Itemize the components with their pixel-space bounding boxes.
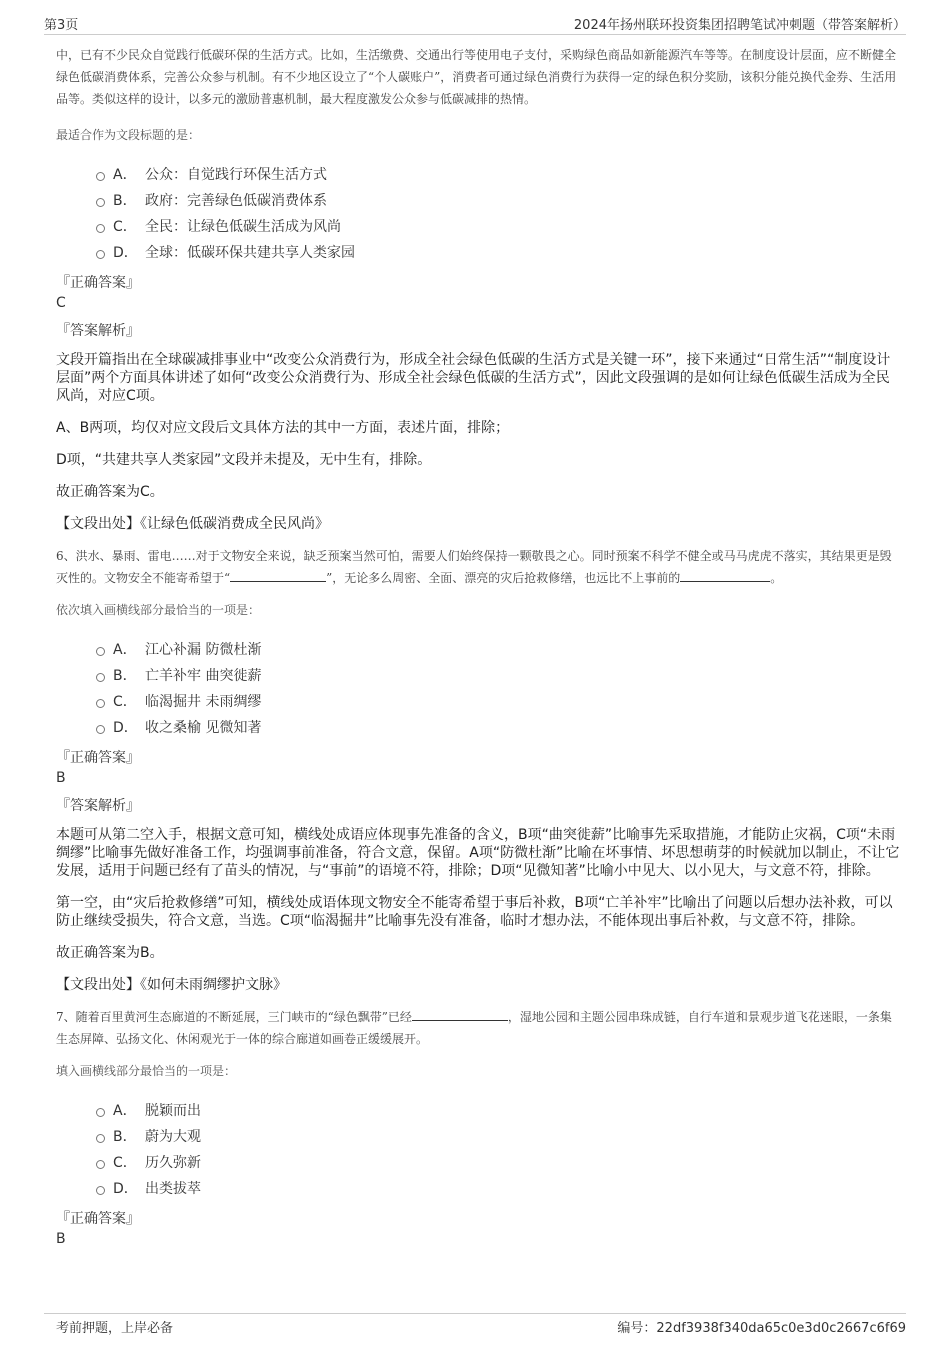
q6-analysis-2: 第一空，由“灾后抢救修缮”可知，横线处成语体现文物安全不能寄希望于事后补救，B项“亡羊补牢”比喻出了问题以后想办法补救，可以防止继续受损失，符合文意，当选。C项“临渴掘井”比喻事先没有准备，临时才想办法，不能体现出事后补救，与文意不符，排除。 bbox=[56, 895, 893, 929]
radio-icon[interactable] bbox=[96, 725, 105, 734]
q6-stem: 6、洪水、暴雨、雷电……对于文物安全来说，缺乏预案当然可怕，需要人们始终保持一颗敬畏之心。同时预案不科学不健全或马马虎虎不落实，其结果更是毁灭性的。文物安全不能寄希望于“ ”，无论多么周密、全面、漂亮的灾后抢救修缮，也远比不上事前的 。 bbox=[56, 549, 892, 585]
radio-icon[interactable] bbox=[96, 1186, 105, 1195]
q6-analysis-tag: 『答案解析』 bbox=[56, 798, 140, 814]
radio-icon[interactable] bbox=[96, 198, 105, 207]
radio-icon[interactable] bbox=[96, 1134, 105, 1143]
q7-option-c[interactable]: C． 历久弥新 bbox=[96, 1149, 902, 1175]
q6-blank-1 bbox=[230, 569, 326, 582]
q7-option-a[interactable]: A． 脱颖而出 bbox=[96, 1097, 902, 1123]
q7-answer: B bbox=[56, 1231, 66, 1247]
radio-icon[interactable] bbox=[96, 1108, 105, 1117]
document-title: 2024年扬州联环投资集团招聘笔试冲刺题（带答案解析） bbox=[573, 18, 906, 33]
radio-icon[interactable] bbox=[96, 699, 105, 708]
q5-option-c[interactable]: C． 全民：让绿色低碳生活成为风尚 bbox=[96, 213, 902, 239]
page-content bbox=[56, 44, 902, 1249]
q5-option-d[interactable]: D． 全球：低碳环保共建共享人类家园 bbox=[96, 239, 902, 265]
q5-option-b[interactable]: B． 政府：完善绿色低碳消费体系 bbox=[96, 187, 902, 213]
q6-option-a[interactable]: A． 江心补漏 防微杜渐 bbox=[96, 636, 902, 662]
q5-analysis-4: 故正确答案为C。 bbox=[56, 484, 164, 500]
q6-option-d[interactable]: D． 收之桑榆 见微知著 bbox=[96, 714, 902, 740]
page-footer bbox=[44, 1313, 906, 1336]
radio-icon[interactable] bbox=[96, 1160, 105, 1169]
footer-slogan: 考前押题，上岸必备 bbox=[56, 1321, 174, 1336]
q6-analysis-3: 故正确答案为B。 bbox=[56, 945, 164, 961]
q5-options bbox=[96, 161, 902, 265]
q5-analysis-3: D项，“共建共享人类家园”文段并未提及，无中生有，排除。 bbox=[56, 452, 432, 468]
q7-option-d[interactable]: D． 出类拔萃 bbox=[96, 1175, 902, 1201]
q7-stem: 7、随着百里黄河生态廊道的不断延展，三门峡市的“绿色飘带”已经 ，湿地公园和主题公园串珠成链，自行车道和景观步道飞花迷眼，一条集生态屏障、弘扬文化、休闲观光于一体的综合廊道如画卷正缓缓展开。 bbox=[56, 1010, 892, 1046]
q7-option-b[interactable]: B． 蔚为大观 bbox=[96, 1123, 902, 1149]
q5-analysis-1: 文段开篇指出在全球碳减排事业中“改变公众消费行为，形成全社会绿色低碳的生活方式是关键一环”，接下来通过“日常生活”“制度设计层面”两个方面具体讲述了如何“改变公众消费行为、形成全社会绿色低碳的生活方式”，因此文段强调的是如何让绿色低碳生活成为全民风尚，对应C项。 bbox=[56, 352, 891, 404]
q6-blank-2 bbox=[680, 569, 770, 582]
q6-source: 【文段出处】《如何未雨绸缪护文脉》 bbox=[56, 977, 287, 993]
q5-analysis-tag: 『答案解析』 bbox=[56, 323, 140, 339]
q5-passage: 中，已有不少民众自觉践行低碳环保的生活方式。比如，生活缴费、交通出行等使用电子支付，采购绿色商品如新能源汽车等等。在制度设计层面，应不断健全绿色低碳消费体系，完善公众参与机制。有不少地区设立了“个人碳账户”，消费者可通过绿色消费行为获得一定的绿色积分奖励，该积分能兑换代金券、生活用品等。类似这样的设计，以多元的激励普惠机制，最大程度激发公众参与低碳减排的热情。 bbox=[56, 48, 897, 106]
q5-prompt: 最适合作为文段标题的是： bbox=[56, 128, 201, 142]
q7-answer-tag: 『正确答案』 bbox=[56, 1211, 140, 1227]
q7-options bbox=[96, 1097, 902, 1201]
q7-blank-1 bbox=[412, 1008, 508, 1021]
radio-icon[interactable] bbox=[96, 224, 105, 233]
q6-option-b[interactable]: B． 亡羊补牢 曲突徙薪 bbox=[96, 662, 902, 688]
q6-prompt: 依次填入画横线部分最恰当的一项是： bbox=[56, 603, 261, 617]
radio-icon[interactable] bbox=[96, 673, 105, 682]
q5-answer-tag: 『正确答案』 bbox=[56, 275, 140, 291]
radio-icon[interactable] bbox=[96, 647, 105, 656]
page-header bbox=[44, 12, 906, 35]
q6-option-c[interactable]: C． 临渴掘井 未雨绸缪 bbox=[96, 688, 902, 714]
q6-analysis-1: 本题可从第二空入手，根据文意可知，横线处成语应体现事先准备的含义，B项“曲突徙薪”比喻事先采取措施，才能防止灾祸，C项“未雨绸缪”比喻事先做好准备工作，均强调事前准备，符合文意，保留。A项“防微杜渐”比喻在坏事情、坏思想萌芽的时候就加以制止，不让它发展，适用于问题已经有了苗头的情况，与“事前”的语境不符，排除；D项“见微知著”比喻小中见大、以小见大，与文意不符，排除。 bbox=[56, 827, 900, 879]
q6-answer-tag: 『正确答案』 bbox=[56, 750, 140, 766]
footer-serial: 编号：22df3938f340da65c0e3d0c2667c6f69 bbox=[617, 1321, 906, 1336]
radio-icon[interactable] bbox=[96, 172, 105, 181]
q5-source: 【文段出处】《让绿色低碳消费成全民风尚》 bbox=[56, 516, 329, 532]
q5-option-a[interactable]: A． 公众：自觉践行环保生活方式 bbox=[96, 161, 902, 187]
q6-answer: B bbox=[56, 770, 66, 786]
page-number: 第3页 bbox=[44, 18, 79, 33]
q7-prompt: 填入画横线部分最恰当的一项是： bbox=[56, 1064, 237, 1078]
q5-answer: C bbox=[56, 295, 66, 311]
radio-icon[interactable] bbox=[96, 250, 105, 259]
q5-analysis-2: A、B两项，均仅对应文段后文具体方法的其中一方面，表述片面，排除； bbox=[56, 420, 510, 436]
q6-options bbox=[96, 636, 902, 740]
